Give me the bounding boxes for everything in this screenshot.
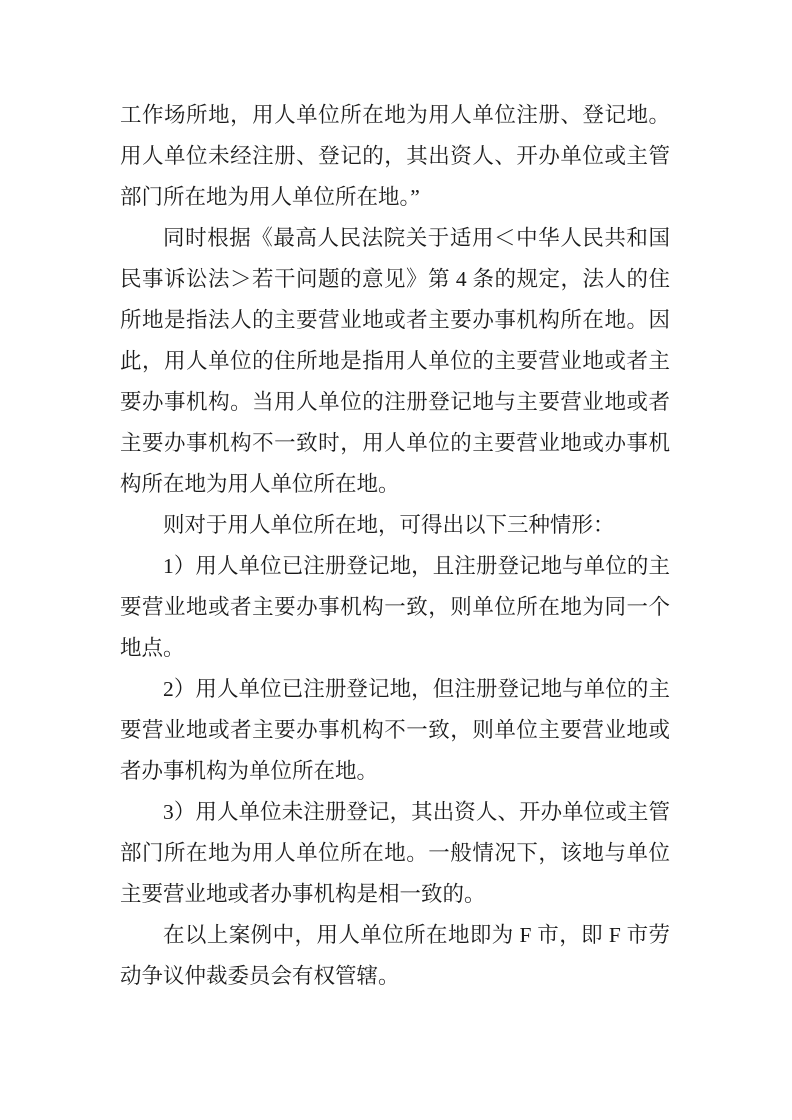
- text-line: 用人单位未经注册、登记的，其出资人、开办单位或主管: [120, 144, 670, 168]
- text-line: 要营业地或者主要办事机构不一致，则单位主要营业地或: [120, 718, 670, 742]
- text-line: 所地是指法人的主要营业地或者主要办事机构所在地。因: [120, 308, 670, 332]
- text-line: 工作场所地，用人单位所在地为用人单位注册、登记地。: [120, 103, 670, 127]
- text-line: 部门所在地为用人单位所在地。一般情况下，该地与单位: [120, 841, 670, 865]
- text-line: 要办事机构。当用人单位的注册登记地与主要营业地或者: [120, 390, 670, 414]
- paragraph-7: [120, 915, 670, 997]
- text-line: 主要营业地或者办事机构是相一致的。: [120, 882, 486, 906]
- text-line: 此，用人单位的住所地是指用人单位的主要营业地或者主: [120, 349, 670, 373]
- text-line: 要营业地或者主要办事机构一致，则单位所在地为同一个: [120, 595, 670, 619]
- text-line: 3）用人单位未注册登记，其出资人、开办单位或主管: [163, 800, 670, 824]
- text-line: 民事诉讼法＞若干问题的意见》第 4 条的规定，法人的住: [120, 267, 670, 291]
- text-line: 者办事机构为单位所在地。: [120, 759, 379, 783]
- paragraph-4: [120, 546, 670, 669]
- paragraph-6: [120, 792, 670, 915]
- text-line: 构所在地为用人单位所在地。: [120, 472, 400, 496]
- text-line: 则对于用人单位所在地，可得出以下三种情形：: [163, 513, 615, 537]
- paragraph-5: [120, 669, 670, 792]
- text-line: 主要办事机构不一致时，用人单位的主要营业地或办事机: [120, 431, 670, 455]
- paragraph-3: [120, 505, 670, 546]
- paragraph-1: [120, 95, 670, 218]
- text-line: 同时根据《最高人民法院关于适用＜中华人民共和国: [163, 226, 670, 250]
- text-line: 部门所在地为用人单位所在地。”: [120, 185, 420, 209]
- text-line: 动争议仲裁委员会有权管辖。: [120, 964, 400, 988]
- paragraph-2: [120, 218, 670, 505]
- text-line: 2）用人单位已注册登记地，但注册登记地与单位的主: [163, 677, 670, 701]
- text-line: 在以上案例中，用人单位所在地即为 F 市，即 F 市劳: [163, 923, 670, 947]
- text-line: 1）用人单位已注册登记地，且注册登记地与单位的主: [163, 554, 670, 578]
- document-body: [120, 95, 670, 997]
- text-line: 地点。: [120, 636, 185, 660]
